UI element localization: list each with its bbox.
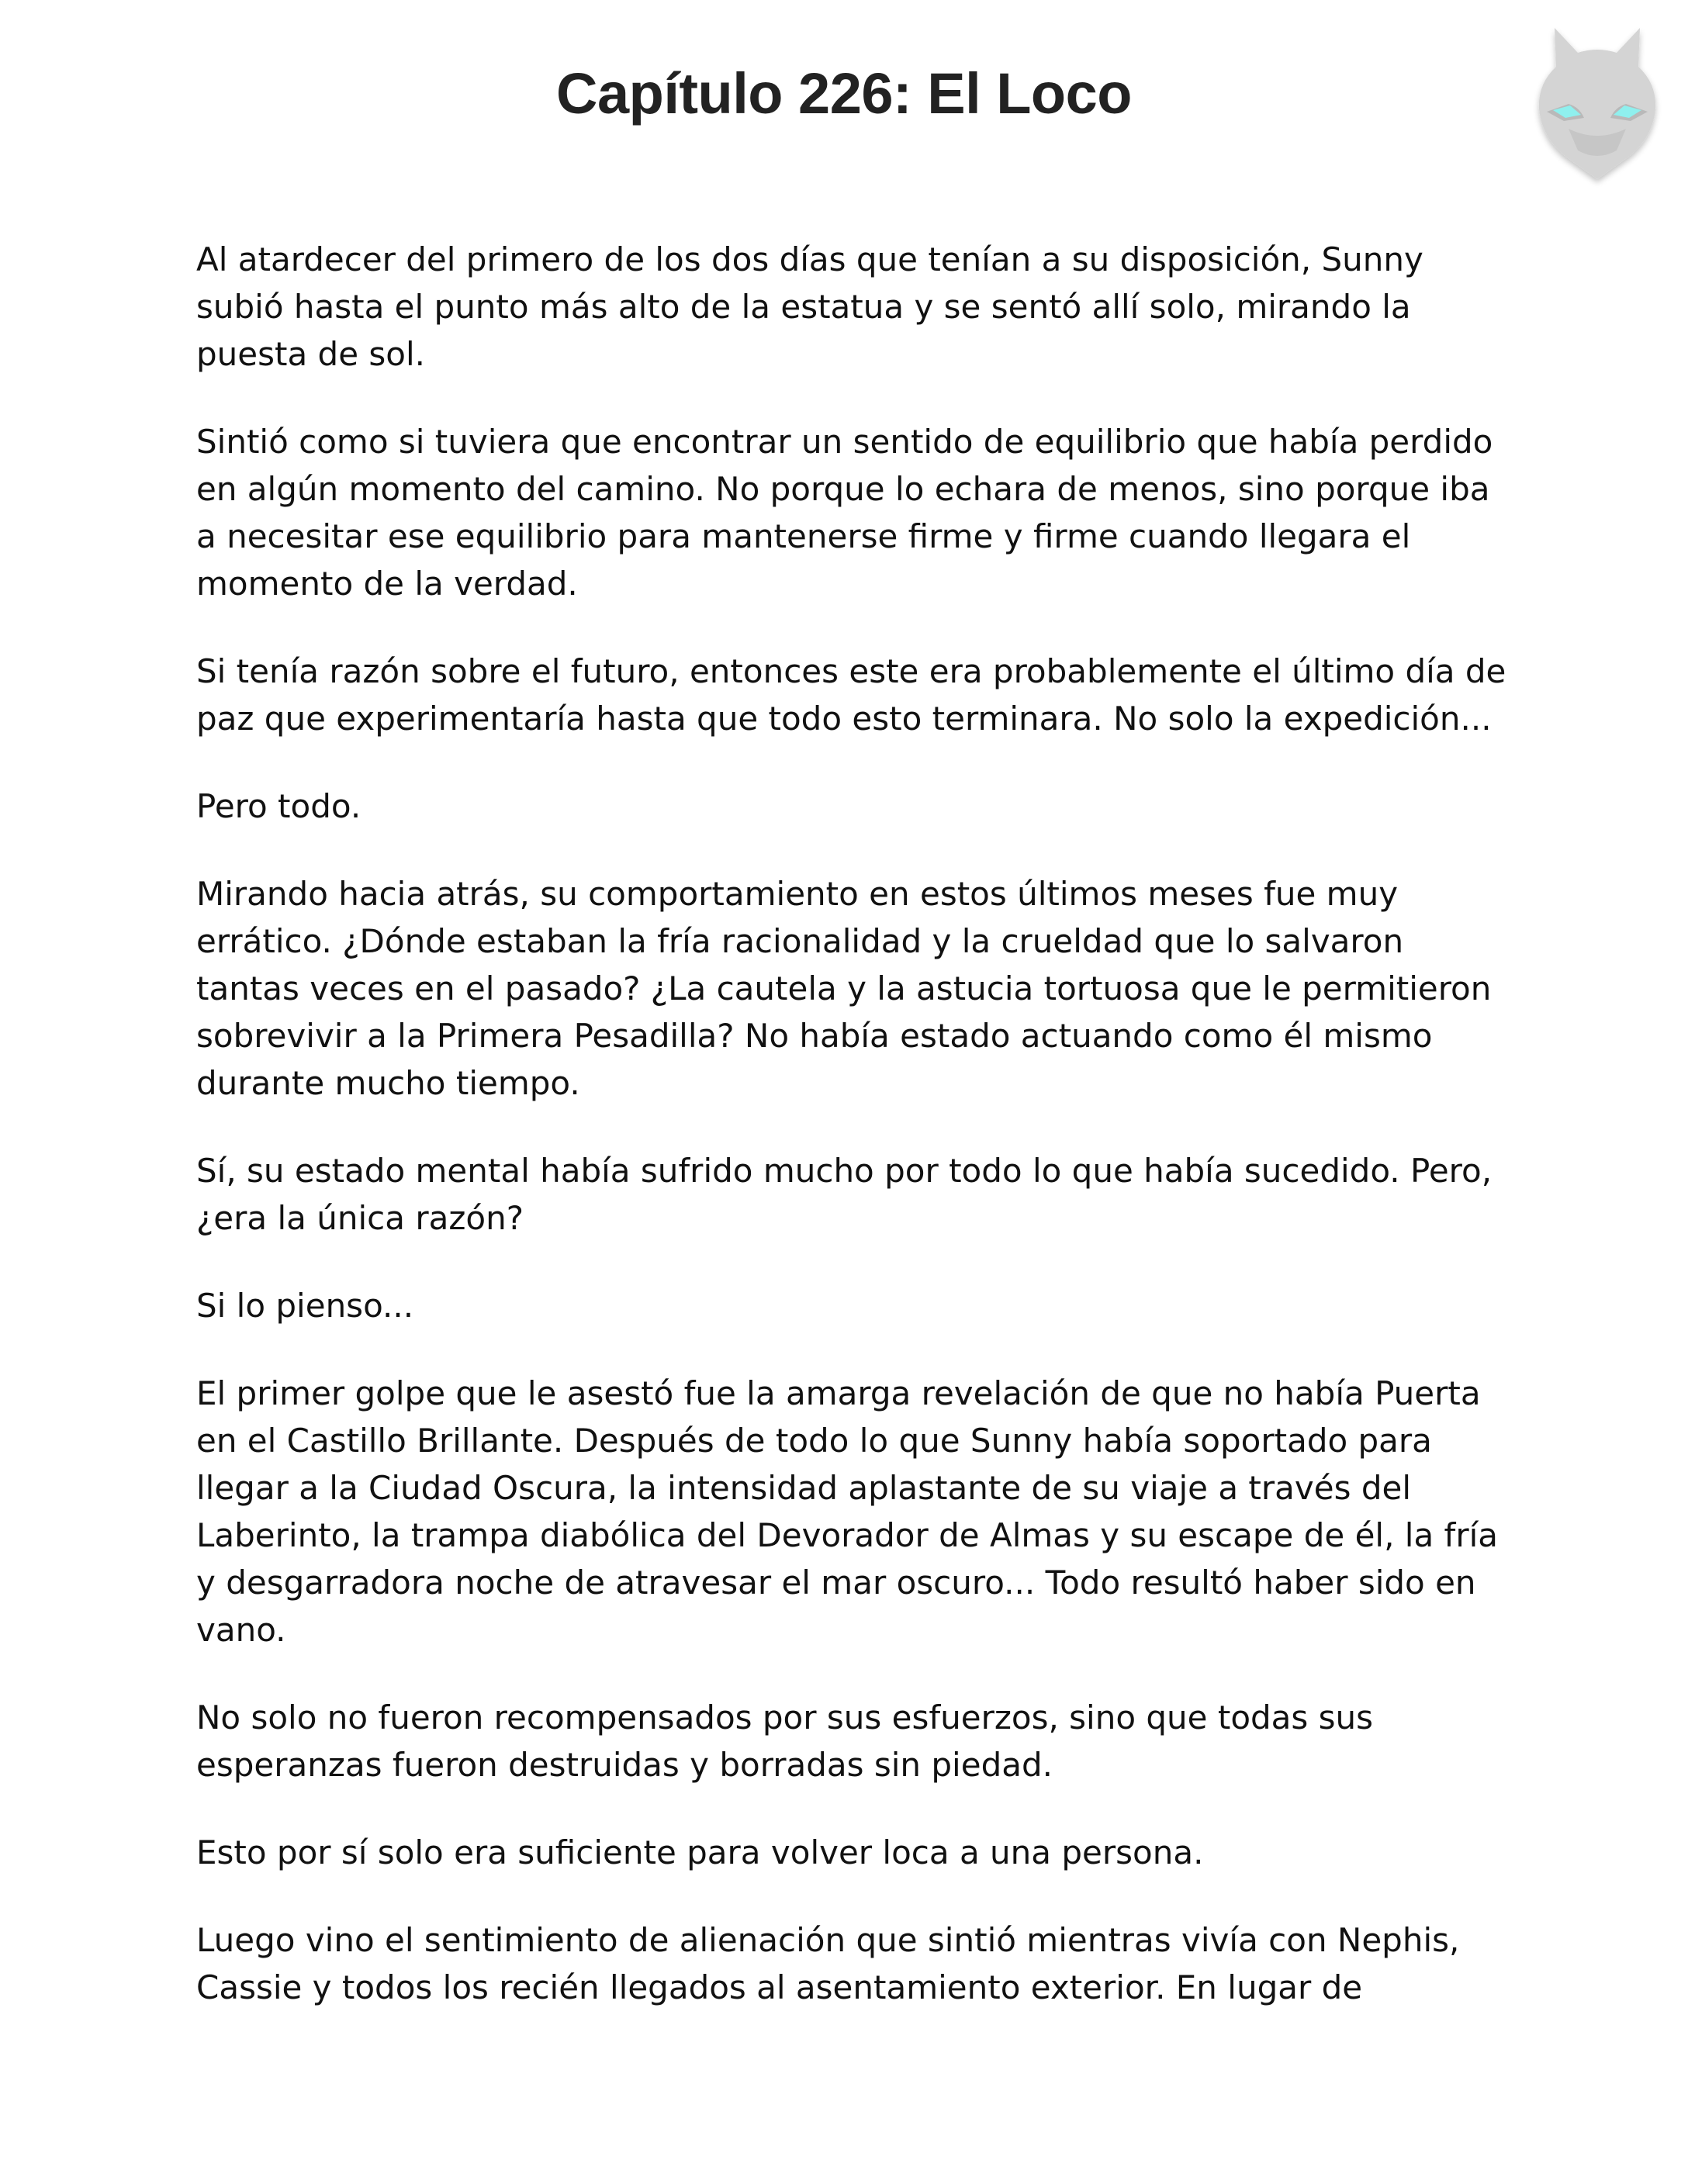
paragraph: No solo no fueron recompensados por sus esfuerzos, sino que todas sus esperanzas fueron destruidas y borradas sin piedad.: [196, 1698, 1374, 1784]
paragraph: Al atardecer del primero de los dos días que tenían a su disposición, Sunny subió hasta el punto más alto de la estatua y se sentó allí solo, mirando la puesta de sol.: [196, 240, 1423, 373]
paragraph: Mirando hacia atrás, su comportamiento en estos últimos meses fue muy errático. ¿Dónde estaban la fría racionalidad y la crueldad que lo salvaron tantas veces en el pasado? ¿La cautela y la astucia tortuosa que le permitieron sobrevivir a la Primera Pesadilla? No había estado actuando como él mismo durante mucho tiempo.: [196, 875, 1492, 1102]
paragraph: El primer golpe que le asestó fue la amarga revelación de que no había Puerta en el Castillo Brillante. Después de todo lo que Sunny había soportado para llegar a la Ciudad Oscura, la intensidad aplastante de su viaje a través del Laberinto, la trampa diabólica del Devorador de Almas y su escape de él, la fría y desgarradora noche de atravesar el mar oscuro... Todo resultó haber sido en vano.: [196, 1374, 1498, 1649]
paragraph: Esto por sí solo era suficiente para volver loca a una persona.: [196, 1833, 1204, 1871]
paragraph: Sí, su estado mental había sufrido mucho por todo lo que había sucedido. Pero, ¿era la única razón?: [196, 1152, 1493, 1237]
paragraph: Luego vino el sentimiento de alienación que sintió mientras vivía con Nephis, Cassie y todos los recién llegados al asentamiento exterior. En lugar de: [196, 1921, 1460, 2006]
paragraph: Si lo pienso...: [196, 1287, 414, 1325]
paragraph: Si tenía razón sobre el futuro, entonces este era probablemente el último día de paz que experimentaría hasta que todo esto terminara. No solo la expedición...: [196, 652, 1506, 738]
paragraph: Sintió como si tuviera que encontrar un sentido de equilibrio que había perdido en algún momento del camino. No porque lo echara de menos, sino porque iba a necesitar ese equilibrio para mantenerse firme y firme cuando llegara el momento de la verdad.: [196, 423, 1493, 603]
chapter-body: [196, 236, 1515, 2051]
chapter-title: Capítulo 226: El Loco: [556, 61, 1132, 126]
demon-mask-icon: [1524, 12, 1671, 191]
paragraph: Pero todo.: [196, 787, 361, 825]
